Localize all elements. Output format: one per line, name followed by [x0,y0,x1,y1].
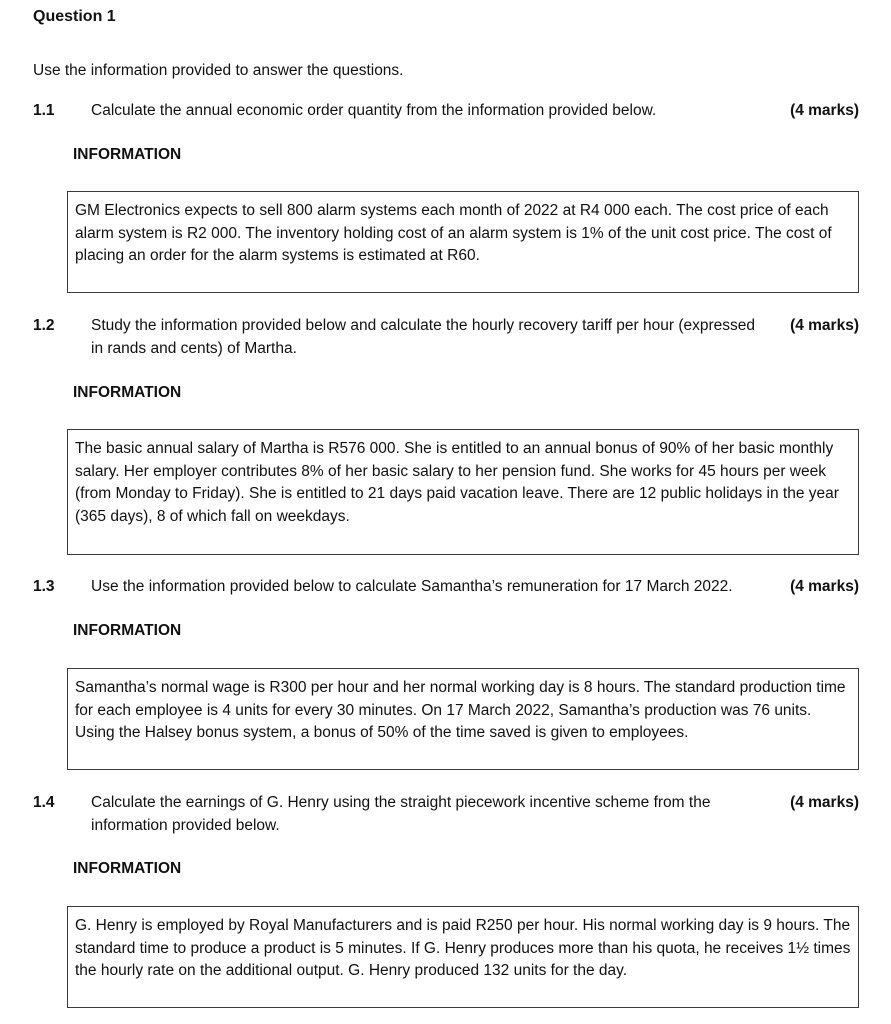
question-marks-1-2: (4 marks) [790,317,859,334]
information-box-1-2 [67,429,859,555]
question-text-1-2: Study the information provided below and calculate the hourly recovery tariff per hour (expressed in rands and cents) of Martha. [91,317,755,357]
information-box-1-3 [67,668,859,770]
information-label-1-3: INFORMATION [73,622,182,639]
information-label-1-2: INFORMATION [73,384,182,401]
information-box-1-4 [67,906,859,1008]
question-marks-1-1: (4 marks) [790,102,859,119]
question-text-1-1: Calculate the annual economic order quantity from the information provided below. [91,102,657,119]
question-marks-1-4: (4 marks) [790,794,859,811]
question-number-1-3: 1.3 [33,578,55,595]
information-text-1-2: The basic annual salary of Martha is R576 000. She is entitled to an annual bonus of 90% of her basic monthly salary. Her employer contributes 8% of her basic salary to her pension fund. She works for 45 hours per week (from Monday to Friday). She is entitled to 21 days paid vacation leave. There are 12 public holidays in the year (365 days), 8 of which fall on weekdays. [75,440,839,525]
question-text-1-3: Use the information provided below to calculate Samantha’s remuneration for 17 March 2022. [91,578,733,595]
information-label-1-4: INFORMATION [73,860,182,877]
information-box-1-1 [67,191,859,293]
intro-text: Use the information provided to answer the questions. [33,62,404,79]
question-number-1-4: 1.4 [33,794,55,811]
question-marks-1-3: (4 marks) [790,578,859,595]
page-title: Question 1 [33,8,116,25]
question-number-1-2: 1.2 [33,317,55,334]
question-text-1-4: Calculate the earnings of G. Henry using the straight piecework incentive scheme from the information provided below. [91,794,711,834]
information-text-1-4: G. Henry is employed by Royal Manufacturers and is paid R250 per hour. His normal working day is 9 hours. The standard time to produce a product is 5 minutes. If G. Henry produces more than his quota, he receives 1½ times the hourly rate on the additional output. G. Henry produced 132 units for the day. [75,917,851,979]
information-text-1-1: GM Electronics expects to sell 800 alarm systems each month of 2022 at R4 000 each. The cost price of each alarm system is R2 000. The inventory holding cost of an alarm system is 1% of the unit cost price. The cost of placing an order for the alarm systems is estimated at R60. [75,202,832,264]
question-number-1-1: 1.1 [33,102,55,119]
information-text-1-3: Samantha’s normal wage is R300 per hour and her normal working day is 8 hours. The standard production time for each employee is 4 units for every 30 minutes. On 17 March 2022, Samantha’s production was 76 units. Using the Halsey bonus system, a bonus of 50% of the time saved is given to employees. [75,679,846,741]
information-label-1-1: INFORMATION [73,146,182,163]
